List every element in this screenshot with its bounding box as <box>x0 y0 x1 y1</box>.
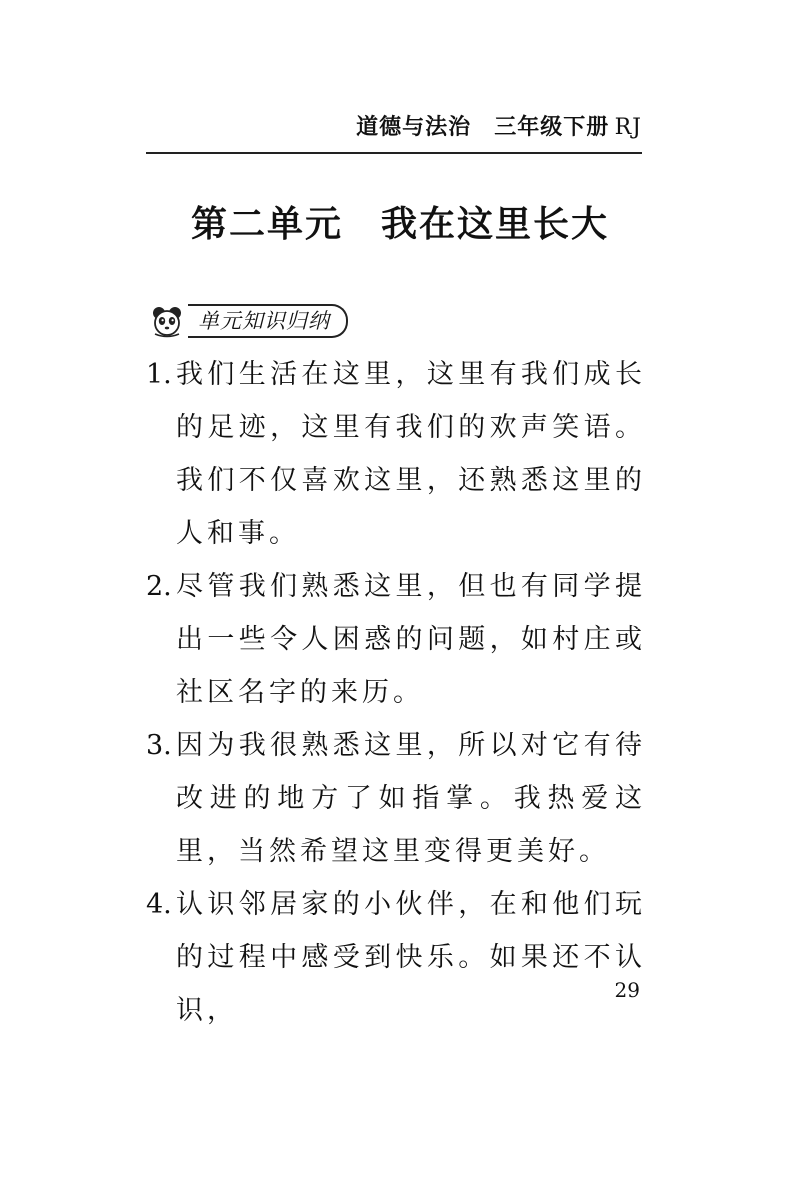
section-tag <box>150 303 348 339</box>
section-label: 单元知识归纳 <box>188 304 348 338</box>
list-item <box>146 878 646 1037</box>
item-number: 1. <box>146 359 172 390</box>
panda-icon <box>150 304 184 338</box>
knowledge-list <box>146 348 646 1037</box>
unit-title: 第二单元 我在这里长大 <box>190 203 609 245</box>
running-header <box>146 104 642 154</box>
item-number: 2. <box>146 571 172 602</box>
header-title <box>356 104 642 152</box>
item-text: 因为我很熟悉这里，所以对它有待改进的地方了如指掌。我热爱这里，当然希望这里变得更美好。 <box>176 730 646 867</box>
item-text: 认识邻居家的小伙伴，在和他们玩的过程中感受到快乐。如果还不认识， <box>176 889 646 1026</box>
item-text: 尽管我们熟悉这里，但也有同学提出一些令人困惑的问题，如村庄或社区名字的来历。 <box>176 571 646 708</box>
item-number: 4. <box>146 889 172 920</box>
list-item <box>146 719 646 878</box>
header-book-title: 道德与法治 <box>356 115 472 140</box>
header-grade-volume: 三年级下册 <box>494 115 610 140</box>
list-item <box>146 560 646 719</box>
header-edition: RJ <box>614 115 642 140</box>
page-number: 29 <box>614 978 640 1002</box>
item-text: 我们生活在这里，这里有我们成长的足迹，这里有我们的欢声笑语。我们不仅喜欢这里，还熟悉这里的人和事。 <box>176 359 646 549</box>
item-number: 3. <box>146 730 172 761</box>
list-item <box>146 348 646 560</box>
